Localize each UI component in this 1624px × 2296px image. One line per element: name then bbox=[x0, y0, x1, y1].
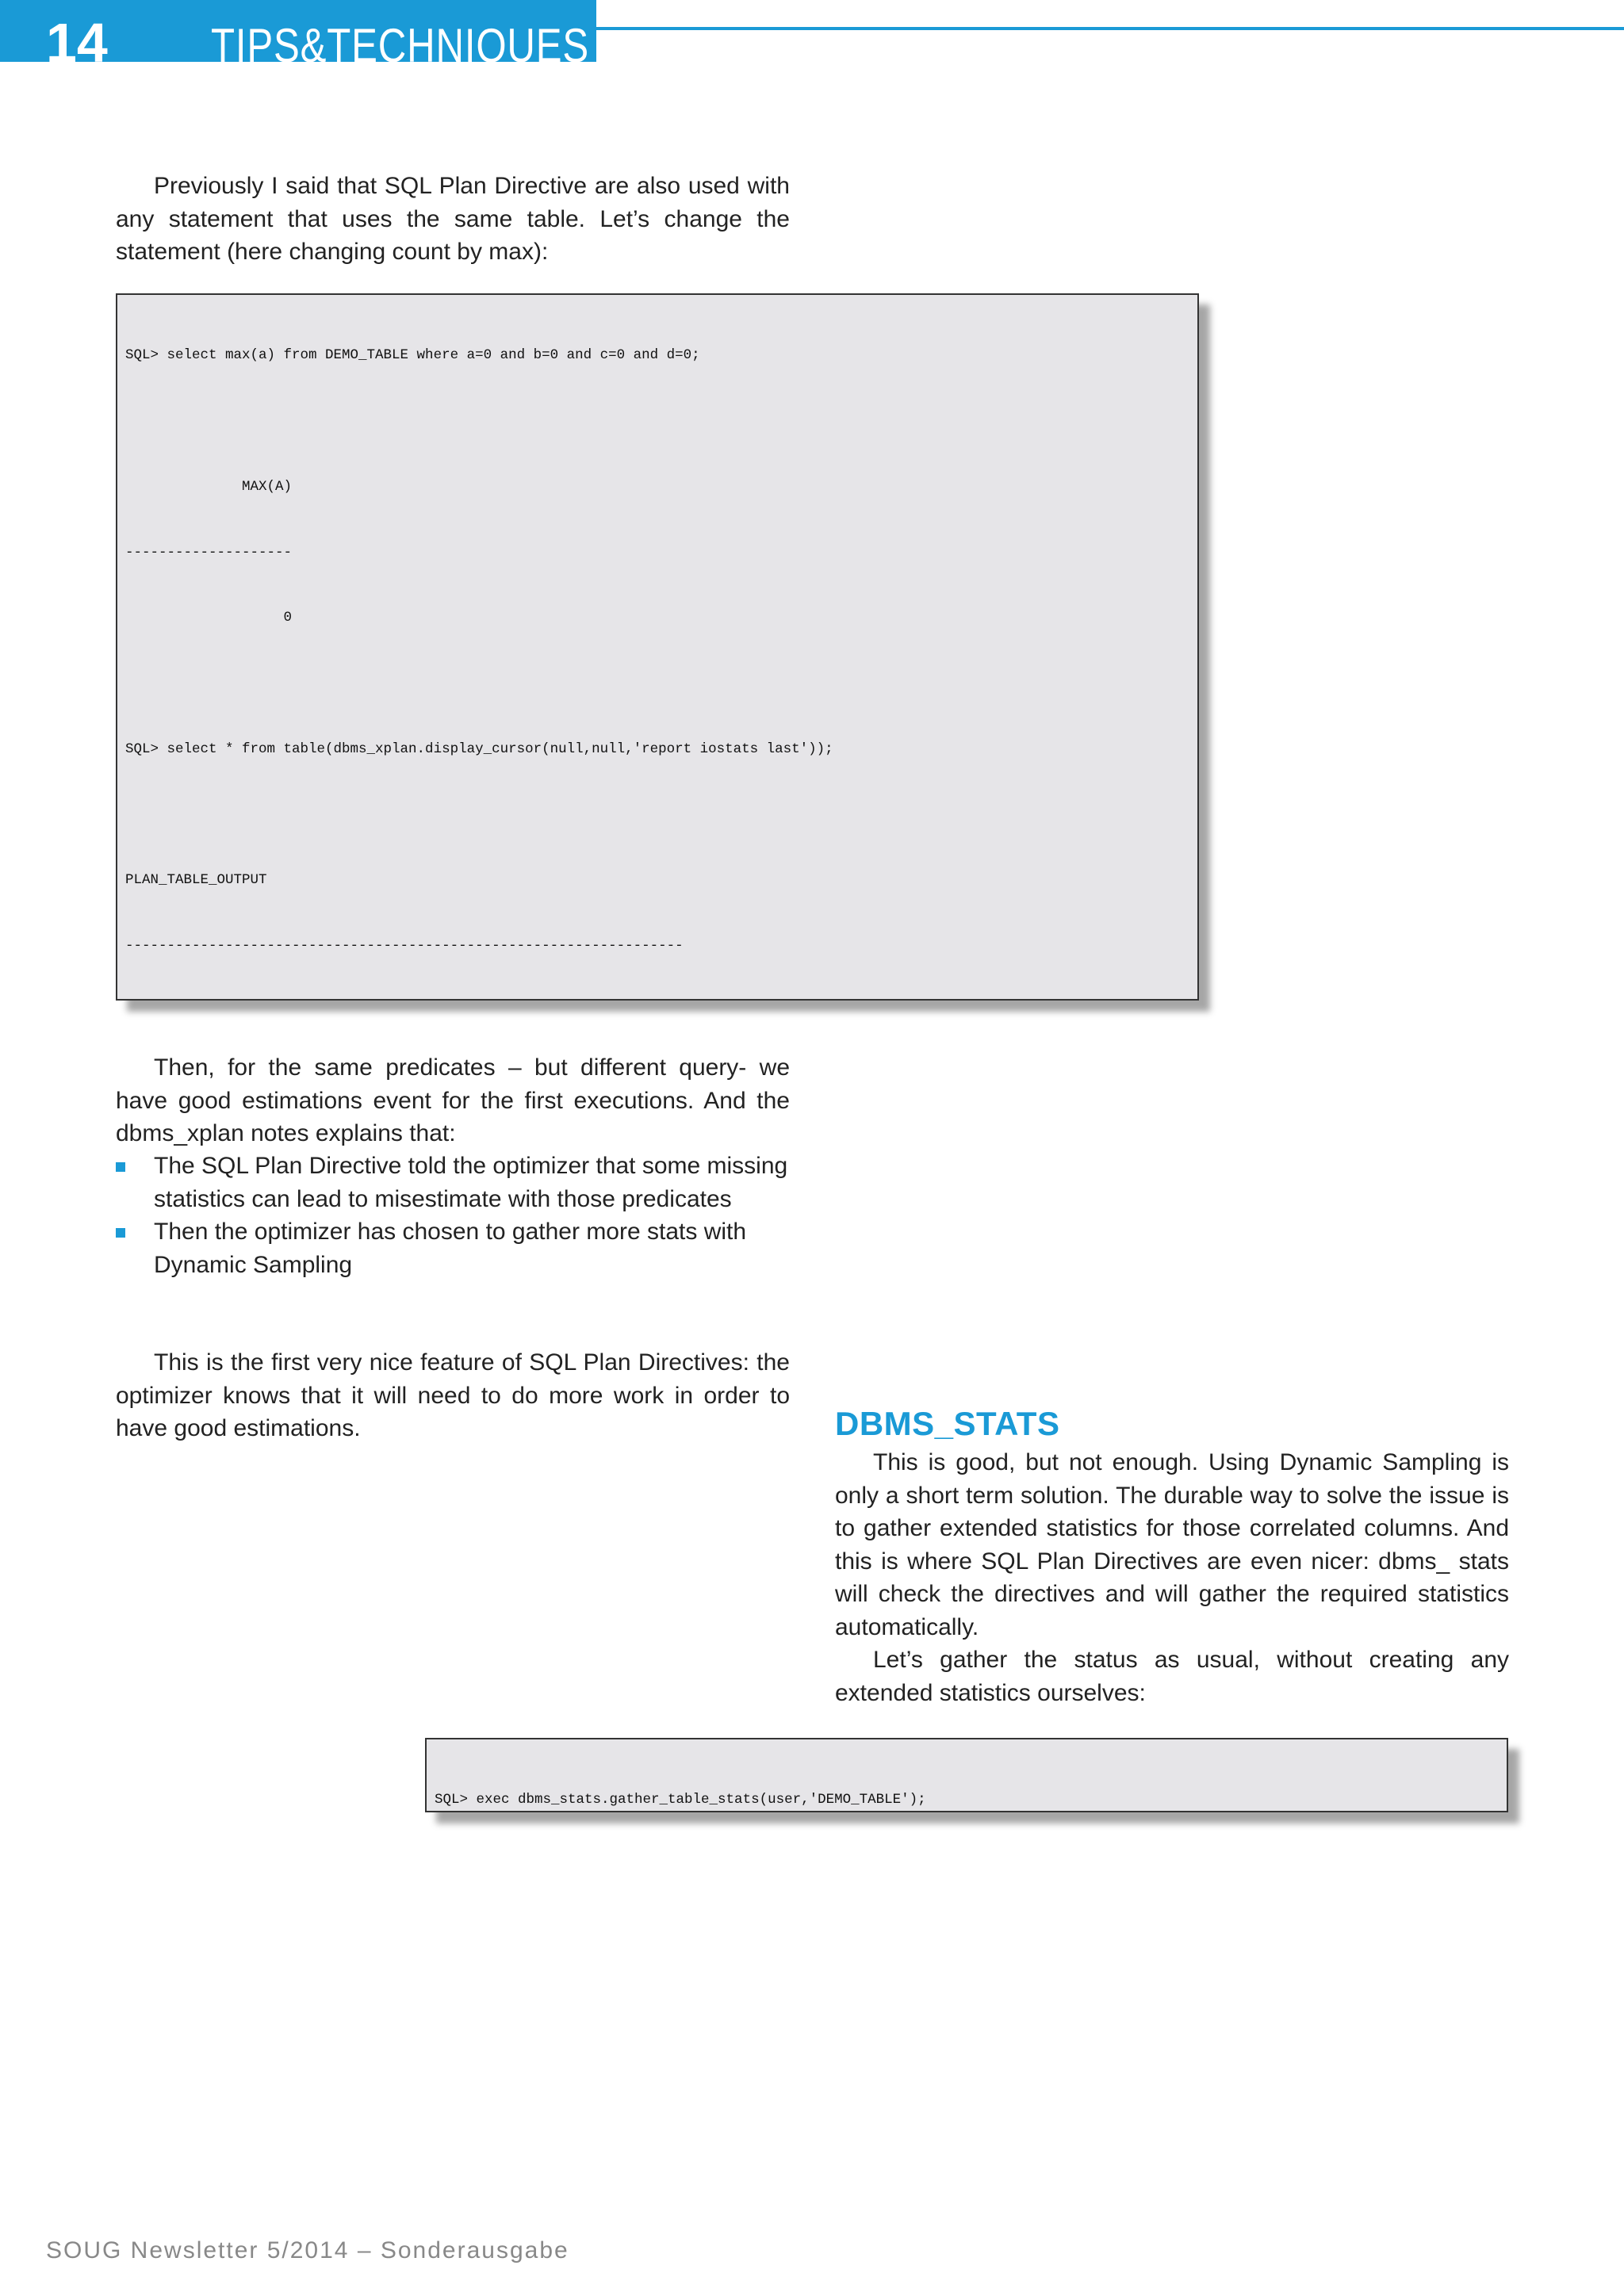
code-block-explain-plan bbox=[116, 293, 1199, 1001]
list-item bbox=[116, 1215, 790, 1281]
paragraph-dbms-stats: This is good, but not enough. Using Dynamic Sampling is only a short term solution. The durable way to solve the issue is to gather extended statistics for those correlated columns. And this is where SQL Plan Directives are even nicer: dbms_ stats will check the directives and will gather the required statistics automatically. bbox=[835, 1449, 1509, 1640]
paragraph-feature: This is the first very nice feature of SQL Plan Directives: the optimizer knows that it will need to do more work in order to have good estimations. bbox=[116, 1349, 790, 1441]
code-block-gather-stats bbox=[425, 1738, 1508, 1812]
code-line: MAX(A) bbox=[125, 478, 293, 495]
code-line: SQL> select max(a) from DEMO_TABLE where a=0 and b=0 and c=0 and d=0; bbox=[125, 347, 700, 364]
bullet-list bbox=[116, 1150, 790, 1281]
code-line bbox=[125, 411, 1189, 433]
paragraph-gather: Let’s gather the status as usual, without creating any extended statistics ourselves: bbox=[835, 1647, 1509, 1706]
paragraph-predicates: Then, for the same predicates – but different query- we have good estimations event for the first executions. And the dbms_xplan notes explains that: bbox=[116, 1054, 790, 1146]
code-line: 0 bbox=[125, 610, 293, 626]
bullet-square-icon bbox=[116, 1162, 125, 1172]
page-number: 14 bbox=[46, 12, 108, 74]
footer-text: SOUG Newsletter 5/2014 – Sonderausgabe bbox=[46, 2237, 569, 2263]
list-item bbox=[116, 1150, 790, 1215]
code-line: SQL> exec dbms_stats.gather_table_stats(user,'DEMO_TABLE'); bbox=[435, 1792, 926, 1808]
header-rule bbox=[596, 27, 1624, 30]
code-line: SQL> select * from table(dbms_xplan.display_cursor(null,null,'report iostats last')); bbox=[125, 740, 833, 757]
section-title: TIPS&TECHNIQUES bbox=[211, 19, 590, 72]
bullet-square-icon bbox=[116, 1228, 125, 1238]
section-heading: DBMS_STATS bbox=[835, 1405, 1060, 1442]
code-line bbox=[125, 805, 1189, 827]
paragraph-intro: Previously I said that SQL Plan Directive are also used with any statement that uses the same table. Let’s change the statement (here changing count by max): bbox=[116, 173, 790, 265]
code-line: ------------------------------------------------------------------- bbox=[125, 938, 684, 955]
list-item-text: Then the optimizer has chosen to gather more stats with Dynamic Sampling bbox=[154, 1219, 747, 1278]
code-line: -------------------- bbox=[125, 544, 293, 561]
code-line: PLAN_TABLE_OUTPUT bbox=[125, 872, 267, 889]
code-line bbox=[125, 673, 1189, 695]
list-item-text: The SQL Plan Directive told the optimizer that some missing statistics can lead to misestimate with those predicates bbox=[154, 1153, 788, 1212]
